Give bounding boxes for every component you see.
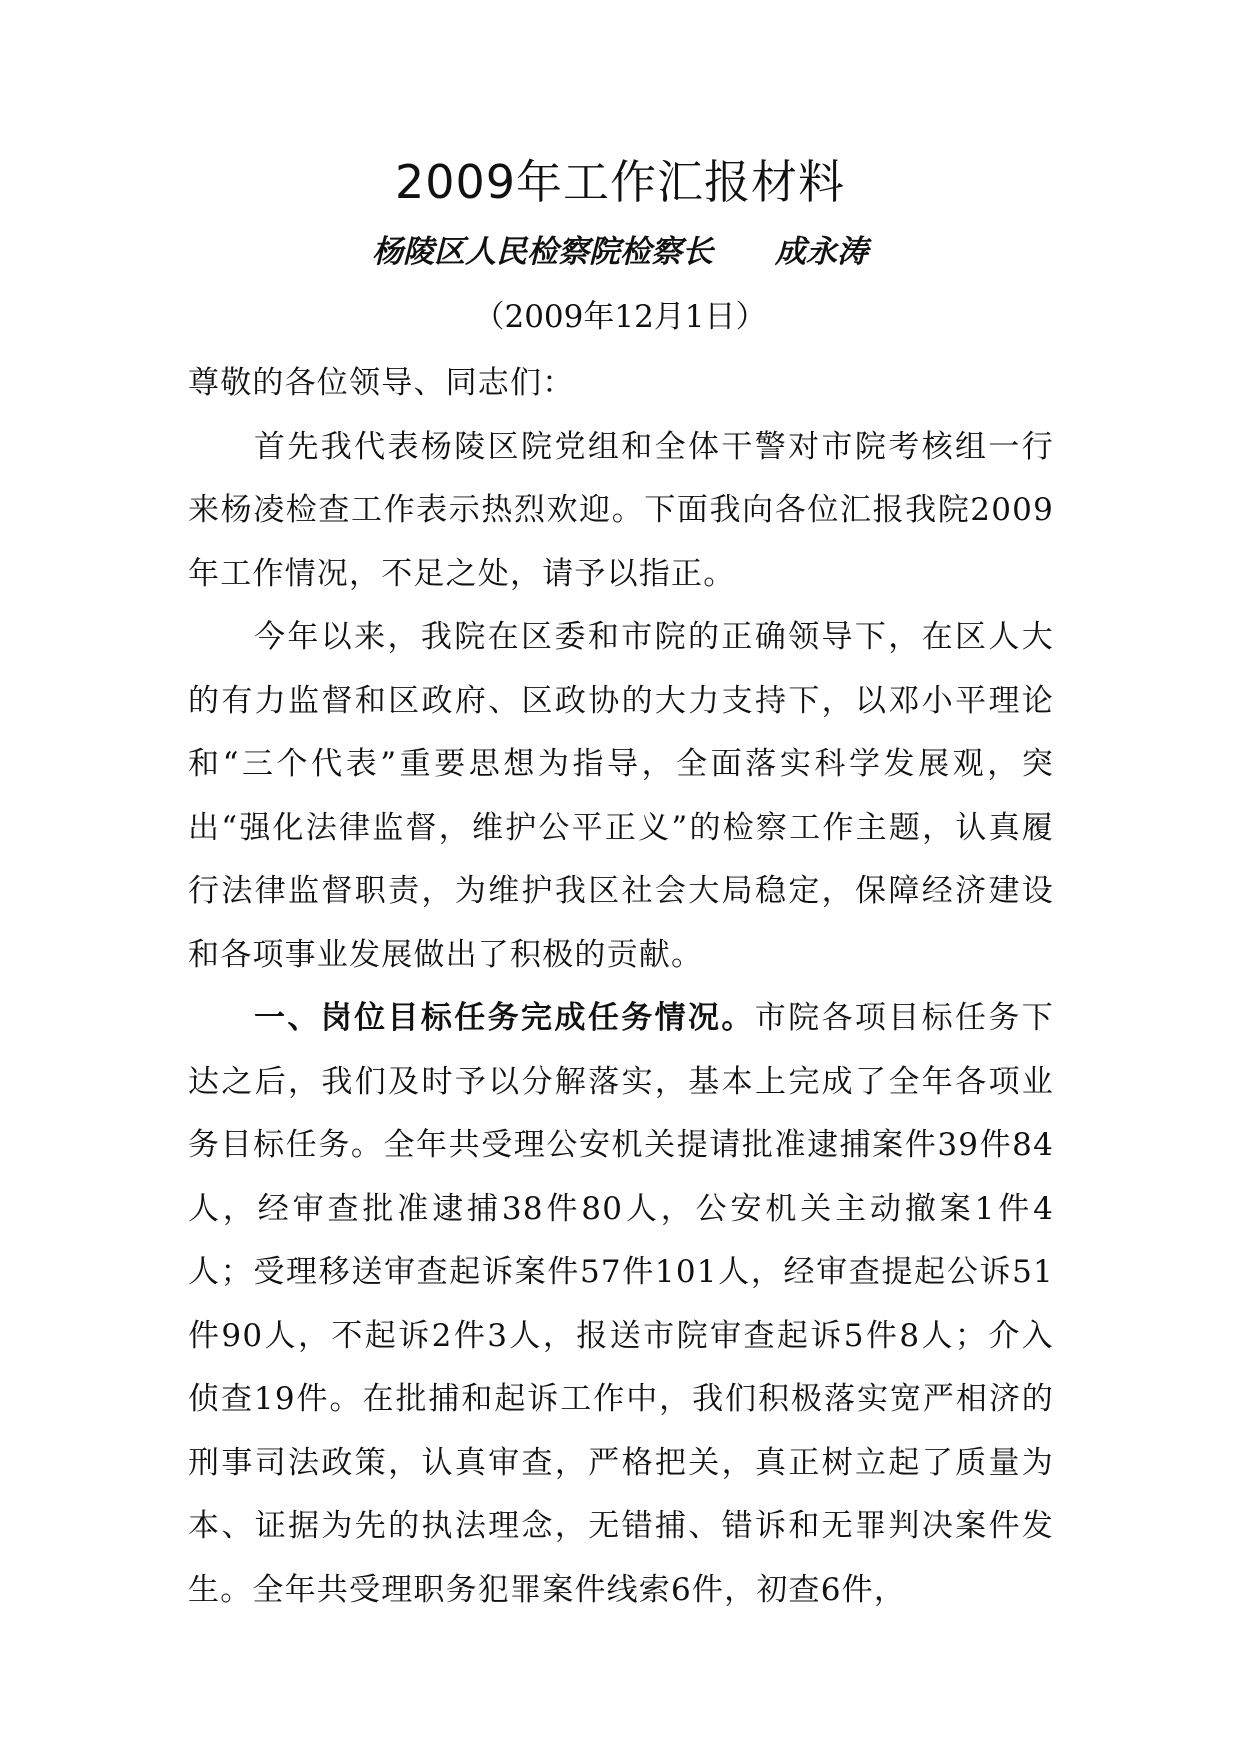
- paragraph-summary: 今年以来，我院在区委和市院的正确领导下，在区人大的有力监督和区政府、区政协的大力支持下，以邓小平理论和“三个代表”重要思想为指导，全面落实科学发展观，突出“强化法律监督，维护公平正义”的检察工作主题，认真履行法律监督职责，为维护我区社会大局稳定，保障经济建设和各项事业发展做出了积极的贡献。: [188, 619, 1054, 973]
- section-1-paragraph: [188, 987, 1054, 1622]
- section-1-heading: 一、岗位目标任务完成任务情况。: [254, 1000, 755, 1036]
- author-line: [0, 230, 1240, 274]
- salutation: 尊敬的各位领导、同志们：: [188, 365, 575, 401]
- author-role: 杨陵区人民检察院检察长: [372, 234, 713, 270]
- report-date: （2009年12月1日）: [473, 299, 767, 335]
- paragraph-intro: 首先我代表杨陵区院党组和全体干警对市院考核组一行来杨凌检查工作表示热烈欢迎。下面我向各位汇报我院2009年工作情况，不足之处，请予以指正。: [188, 428, 1054, 592]
- author-name: 成永涛: [775, 234, 868, 270]
- document-title: 2009年工作汇报材料: [394, 155, 846, 209]
- document-body: [188, 352, 1054, 1622]
- section-1-text: 市院各项目标任务下达之后，我们及时予以分解落实，基本上完成了全年各项业务目标任务。全年共受理公安机关提请批准逮捕案件39件84人，经审查批准逮捕38件80人，公安机关主动撤案1件4人；受理移送审查起诉案件57件101人，经审查提起公诉51件90人，不起诉2件3人，报送市院审查起诉5件8人；介入侦查19件。在批捕和起诉工作中，我们积极落实宽严相济的刑事司法政策，认真审查，严格把关，真正树立起了质量为本、证据为先的执法理念，无错捕、错诉和无罪判决案件发生。全年共受理职务犯罪案件线索6件，初查6件，: [188, 1000, 1054, 1608]
